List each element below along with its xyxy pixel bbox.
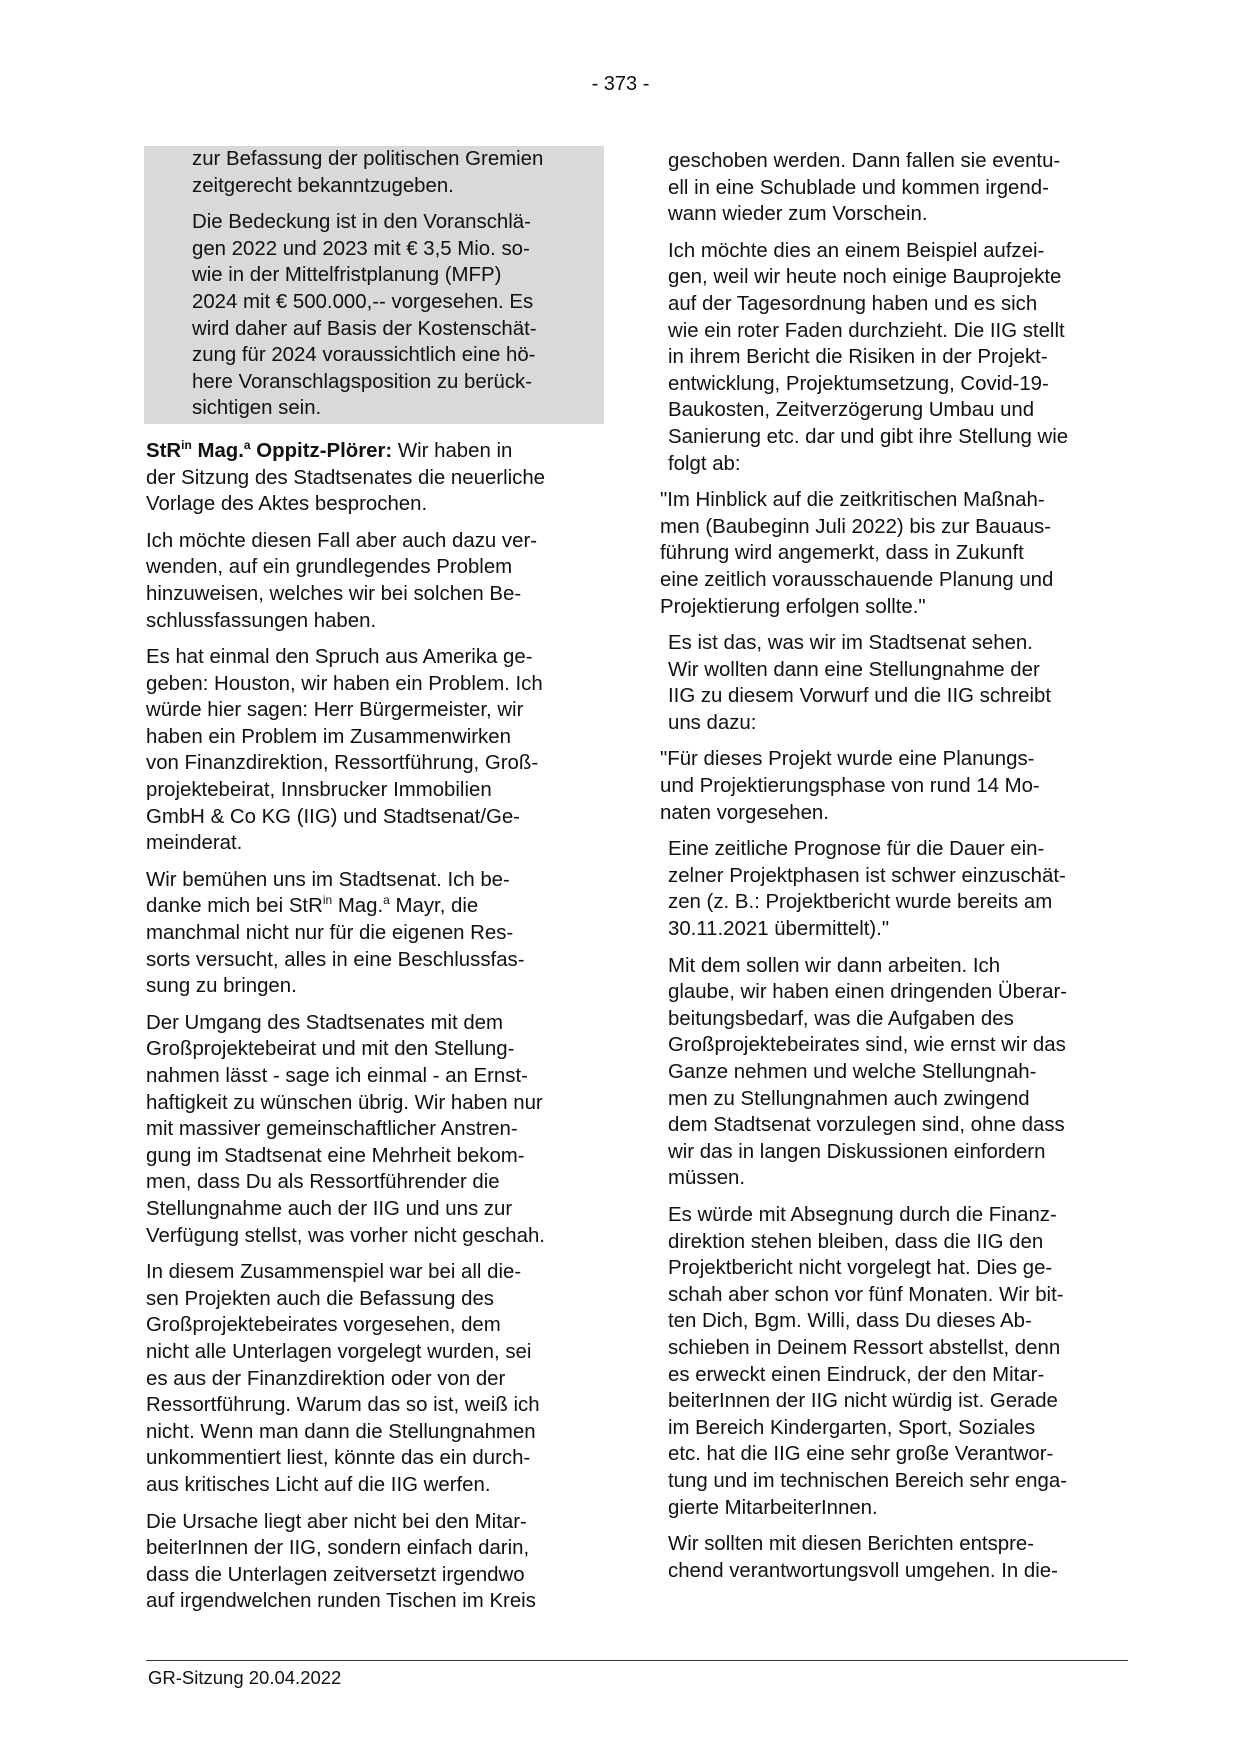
- text-fragment: danke mich bei StR: [146, 895, 323, 918]
- text-line: in ihrem Bericht die Risiken in der Projekt-: [668, 346, 1048, 369]
- text-line: zung für 2024 voraussichtlich eine hö-: [192, 344, 536, 367]
- text-line: Es hat einmal den Spruch aus Amerika ge-: [146, 646, 533, 669]
- text-line: folgt ab:: [668, 452, 741, 475]
- text-line: uns dazu:: [668, 711, 757, 734]
- text-line: gierte MitarbeiterInnen.: [668, 1496, 878, 1519]
- text-line: Eine zeitliche Prognose für die Dauer ein-: [668, 838, 1045, 861]
- text-line: gung im Stadtsenat eine Mehrheit bekom-: [146, 1144, 525, 1167]
- paragraph: [668, 836, 1130, 942]
- text-line: sorts versucht, alles in eine Beschlussfas-: [146, 948, 525, 971]
- text-line: Sanierung etc. dar und gibt ihre Stellung wie: [668, 425, 1069, 448]
- speaker-prefix-sup: in: [181, 437, 192, 452]
- text-fragment: Mag.: [332, 895, 384, 918]
- text-line: gen 2022 und 2023 mit € 3,5 Mio. so-: [192, 237, 530, 260]
- text-line: ell in eine Schublade und kommen irgend-: [668, 176, 1049, 199]
- text-line: men, dass Du als Ressortführender die: [146, 1171, 500, 1194]
- paragraph: [146, 1010, 604, 1249]
- text-line: sung zu bringen.: [146, 975, 297, 998]
- text-line: eine zeitlich vorausschauende Planung und: [660, 568, 1054, 591]
- text-line: men zu Stellungnahmen auch zwingend: [668, 1087, 1030, 1110]
- text-line: beitungsbedarf, was die Aufgaben des: [668, 1007, 1014, 1030]
- text-line: es aus der Finanzdirektion oder von der: [146, 1367, 506, 1390]
- text-line: Der Umgang des Stadtsenates mit dem: [146, 1011, 504, 1034]
- text-line: Die Ursache liegt aber nicht bei den Mitar-: [146, 1510, 527, 1533]
- text-line: Es würde mit Absegnung durch die Finanz-: [668, 1203, 1057, 1226]
- paragraph: [146, 528, 604, 634]
- text-line: zen (z. B.: Projektbericht wurde bereits am: [668, 891, 1053, 914]
- text-line: here Voranschlagsposition zu berück-: [192, 370, 533, 393]
- text-line: meinderat.: [146, 832, 243, 855]
- text-line: beiterInnen der IIG, sondern einfach darin,: [146, 1537, 530, 1560]
- text-line: tung und im technischen Bereich sehr enga-: [668, 1469, 1067, 1492]
- text-line: entwicklung, Projektumsetzung, Covid-19-: [668, 372, 1049, 395]
- text-line: sichtigen sein.: [192, 397, 322, 420]
- text-line: IIG zu diesem Vorwurf und die IIG schreibt: [668, 685, 1052, 708]
- text-line: wird daher auf Basis der Kostenschät-: [192, 317, 537, 340]
- text-line: direktion stehen bleiben, dass die IIG den: [668, 1230, 1044, 1253]
- text-line: chend verantwortungsvoll umgehen. In die-: [668, 1559, 1058, 1582]
- speaker-title-sup: a: [243, 437, 251, 452]
- text-line: dem Stadtsenat vorzulegen sind, ohne dass: [668, 1114, 1065, 1137]
- paragraph: [668, 630, 1130, 736]
- text-line: Ressortführung. Warum das so ist, weiß ich: [146, 1394, 540, 1417]
- text-line: auf der Tagesordnung haben und es sich: [668, 292, 1038, 315]
- text-line: gen, weil wir heute noch einige Bauprojekte: [668, 266, 1062, 289]
- text-line: 30.11.2021 übermittelt).": [668, 918, 890, 941]
- text-line: im Bereich Kindergarten, Sport, Soziales: [668, 1416, 1036, 1439]
- paragraph: [668, 953, 1130, 1192]
- paragraph: [668, 1531, 1130, 1584]
- text-line: schlussfassungen haben.: [146, 609, 377, 632]
- text-line: haben ein Problem im Zusammenwirken: [146, 725, 511, 748]
- text-line: Wir bemühen uns im Stadtsenat. Ich be-: [146, 868, 510, 891]
- text-line: würde hier sagen: Herr Bürgermeister, wir: [146, 699, 524, 722]
- left-column: [146, 148, 604, 1625]
- speaker-name: [146, 437, 393, 462]
- paragraph: [668, 238, 1130, 477]
- text-line: naten vorgesehen.: [660, 801, 829, 824]
- text-line: wie in der Mittelfristplanung (MFP): [192, 264, 502, 287]
- text-line: und Projektierungsphase von rund 14 Mo-: [660, 775, 1040, 798]
- text-line: geben: Houston, wir haben ein Problem. Ich: [146, 672, 543, 695]
- text-line: Baukosten, Zeitverzögerung Umbau und: [668, 399, 1035, 422]
- text-line: Mit dem sollen wir dann arbeiten. Ich: [668, 954, 1001, 977]
- text-line: führung wird angemerkt, dass in Zukunft: [660, 542, 1024, 565]
- speaker-title: Mag.: [191, 439, 244, 462]
- text-line: Ganze nehmen und welche Stellungnah-: [668, 1061, 1037, 1083]
- box-paragraph: [192, 209, 596, 422]
- paragraph: [146, 1509, 604, 1615]
- text-line: 2024 mit € 500.000,-- vorgesehen. Es: [192, 290, 534, 313]
- text-line: müssen.: [668, 1167, 746, 1190]
- text-line: Die Bedeckung ist in den Voranschlä-: [192, 211, 531, 234]
- text-line: geschoben werden. Dann fallen sie eventu-: [668, 150, 1061, 172]
- text-line: Großprojektebeirat und mit den Stellung-: [146, 1038, 515, 1061]
- speaker-paragraph: [146, 438, 604, 518]
- text-line: nicht alle Unterlagen vorgelegt wurden, sei: [146, 1340, 532, 1363]
- highlighted-motion-box: [144, 146, 604, 424]
- text-line: es erweckt einen Eindruck, der den Mitar-: [668, 1363, 1045, 1386]
- text-line: ten Dich, Bgm. Willi, dass Du dieses Ab-: [668, 1310, 1032, 1333]
- text-line: auf irgendwelchen runden Tischen im Kreis: [146, 1590, 536, 1613]
- text-line: zur Befassung der politischen Gremien: [192, 148, 544, 170]
- text-line: "Im Hinblick auf die zeitkritischen Maßnah-: [660, 489, 1045, 512]
- text-line: sen Projekten auch die Befassung des: [146, 1287, 495, 1310]
- superscript: a: [383, 893, 390, 908]
- footer-text: GR-Sitzung 20.04.2022: [148, 1667, 342, 1688]
- text-line: Großprojektebeirates vorgesehen, dem: [146, 1314, 501, 1337]
- text-line: Vorlage des Aktes besprochen.: [146, 493, 428, 516]
- text-line: zeitgerecht bekanntzugeben.: [192, 174, 454, 197]
- text-line: der Sitzung des Stadtsenates die neuerliche: [146, 466, 546, 489]
- paragraph: [146, 644, 604, 857]
- text-line: men (Baubeginn Juli 2022) bis zur Bauaus-: [660, 515, 1052, 538]
- text-line: nahmen lässt - sage ich einmal - an Ernst-: [146, 1065, 528, 1087]
- text-line: Ich möchte diesen Fall aber auch dazu ver-: [146, 529, 538, 552]
- speaker-prefix: StR: [146, 439, 182, 462]
- text-line: projektebeirat, Innsbrucker Immobilien: [146, 779, 492, 802]
- text-line: Stellungnahme auch der IIG und uns zur: [146, 1197, 513, 1220]
- text-line: Es ist das, was wir im Stadtsenat sehen.: [668, 632, 1033, 655]
- text-line: schah aber schon vor fünf Monaten. Wir bit-: [668, 1283, 1064, 1306]
- left-paragraphs-after: [146, 1010, 604, 1615]
- quote-paragraph: [660, 746, 1130, 826]
- paragraph: [146, 1259, 604, 1498]
- text-line: Projektierung erfolgen sollte.": [660, 595, 926, 618]
- superscript: in: [322, 893, 333, 908]
- text-line: Wir sollten mit diesen Berichten entspre-: [668, 1533, 1035, 1556]
- text-line: Großprojektebeirates sind, wie ernst wir das: [668, 1034, 1066, 1057]
- box-paragraph: [192, 146, 596, 199]
- text-line: etc. hat die IIG eine sehr große Verantwor-: [668, 1443, 1054, 1466]
- text-line: dass die Unterlagen zeitversetzt irgendwo: [146, 1563, 525, 1586]
- text-line: manchmal nicht nur für die eigenen Res-: [146, 922, 514, 945]
- paragraph: [668, 1202, 1130, 1521]
- text-line: "Für dieses Projekt wurde eine Planungs-: [660, 748, 1035, 771]
- right-column: [660, 148, 1130, 1594]
- text-line: wir das in langen Diskussionen einfordern: [668, 1140, 1046, 1163]
- text-line: wenden, auf ein grundlegendes Problem: [146, 556, 513, 579]
- text-line: hinzuweisen, welches wir bei solchen Be-: [146, 582, 522, 605]
- speech-start: Wir haben in: [392, 439, 513, 462]
- page-number: - 373 -: [591, 73, 650, 95]
- text-line: mit massiver gemeinschaftlicher Anstren-: [146, 1118, 518, 1141]
- text-line: [146, 438, 604, 465]
- footer-rule: [146, 1660, 1128, 1661]
- text-line: wie ein roter Faden durchzieht. Die IIG stellt: [668, 319, 1065, 342]
- text-line: haftigkeit zu wünschen übrig. Wir haben nur: [146, 1091, 543, 1114]
- text-line: zelner Projektphasen ist schwer einzuschät-: [668, 864, 1066, 887]
- text-line: aus kritisches Licht auf die IIG werfen.: [146, 1473, 491, 1496]
- text-line: GmbH & Co KG (IIG) und Stadtsenat/Ge-: [146, 805, 520, 828]
- text-line: Verfügung stellst, was vorher nicht geschah.: [146, 1224, 545, 1247]
- text-line: Wir wollten dann eine Stellungnahme der: [668, 658, 1040, 681]
- text-line: schieben in Deinem Ressort abstellst, denn: [668, 1336, 1061, 1359]
- text-line: Ich möchte dies an einem Beispiel aufzei-: [668, 239, 1045, 262]
- quote-paragraph: [660, 487, 1130, 620]
- text-line: Projektbericht nicht vorgelegt hat. Dies ge-: [668, 1257, 1053, 1280]
- paragraph: [668, 148, 1130, 228]
- text-line: von Finanzdirektion, Ressortführung, Groß-: [146, 752, 539, 775]
- speaker-surname: Oppitz-Plörer:: [250, 439, 393, 462]
- text-line: unkommentiert liest, könnte das ein durch-: [146, 1447, 531, 1470]
- text-line: beiterInnen der IIG nicht würdig ist. Gerade: [668, 1390, 1058, 1413]
- text-line: [146, 893, 604, 920]
- paragraph: [146, 867, 604, 1000]
- text-line: glaube, wir haben einen dringenden Überar-: [668, 981, 1068, 1004]
- text-line: In diesem Zusammenspiel war bei all die-: [146, 1261, 522, 1284]
- text-line: wann wieder zum Vorschein.: [668, 203, 928, 226]
- text-line: nicht. Wenn man dann die Stellungnahmen: [146, 1420, 536, 1443]
- text-fragment: Mayr, die: [389, 895, 479, 918]
